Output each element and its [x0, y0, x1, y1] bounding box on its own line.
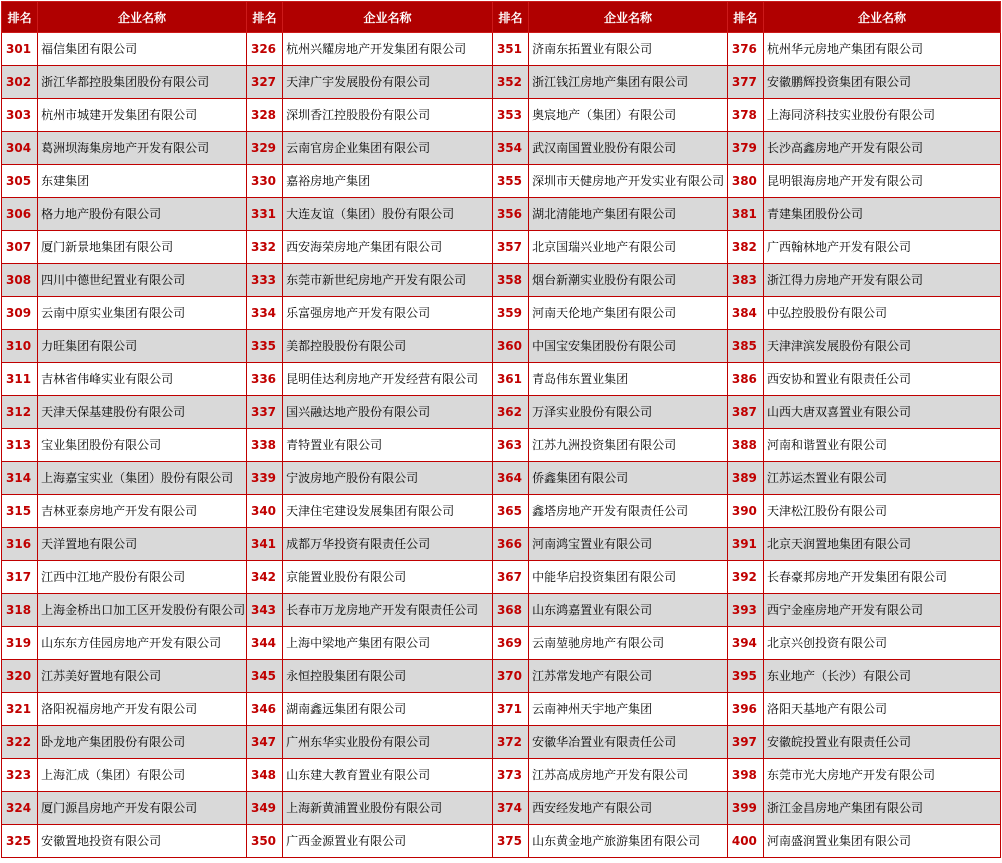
company-name-cell: 东业地产（长沙）有限公司	[764, 660, 1001, 693]
rank-cell: 335	[246, 330, 282, 363]
rank-cell: 357	[492, 231, 528, 264]
table-row	[2, 627, 1001, 660]
table-body	[2, 33, 1001, 858]
company-name-cell: 河南和谐置业有限公司	[764, 429, 1001, 462]
rank-cell: 384	[727, 297, 763, 330]
company-name-cell: 江苏运杰置业有限公司	[764, 462, 1001, 495]
company-name-cell: 西安协和置业有限责任公司	[764, 363, 1001, 396]
table-row	[2, 792, 1001, 825]
table-row	[2, 495, 1001, 528]
company-name-cell: 江西中江地产股份有限公司	[38, 561, 247, 594]
company-name-cell: 力旺集团有限公司	[38, 330, 247, 363]
rank-cell: 390	[727, 495, 763, 528]
company-name-cell: 广州东华实业股份有限公司	[283, 726, 493, 759]
company-name-cell: 山东黄金地产旅游集团有限公司	[529, 825, 728, 858]
rank-cell: 319	[2, 627, 38, 660]
company-name-cell: 乐富强房地产开发有限公司	[283, 297, 493, 330]
rank-cell: 349	[246, 792, 282, 825]
rank-cell: 307	[2, 231, 38, 264]
table-row	[2, 264, 1001, 297]
company-name-cell: 山东鸿嘉置业有限公司	[529, 594, 728, 627]
rank-cell: 393	[727, 594, 763, 627]
company-name-cell: 广西金源置业有限公司	[283, 825, 493, 858]
table-row	[2, 198, 1001, 231]
rank-cell: 356	[492, 198, 528, 231]
rank-cell: 333	[246, 264, 282, 297]
header-row	[2, 2, 1001, 33]
company-name-cell: 东莞市光大房地产开发有限公司	[764, 759, 1001, 792]
header-rank: 排名	[727, 2, 763, 33]
company-name-cell: 奥宸地产（集团）有限公司	[529, 99, 728, 132]
header-company-name: 企业名称	[764, 2, 1001, 33]
header-rank: 排名	[246, 2, 282, 33]
table-row	[2, 330, 1001, 363]
rank-cell: 378	[727, 99, 763, 132]
table-row	[2, 297, 1001, 330]
rank-cell: 331	[246, 198, 282, 231]
rank-cell: 334	[246, 297, 282, 330]
table-row	[2, 396, 1001, 429]
company-name-cell: 昆明佳达利房地产开发经营有限公司	[283, 363, 493, 396]
rank-cell: 354	[492, 132, 528, 165]
rank-cell: 387	[727, 396, 763, 429]
company-name-cell: 中弘控股股份有限公司	[764, 297, 1001, 330]
company-name-cell: 烟台新潮实业股份有限公司	[529, 264, 728, 297]
rank-cell: 305	[2, 165, 38, 198]
rank-cell: 377	[727, 66, 763, 99]
company-name-cell: 厦门新景地集团有限公司	[38, 231, 247, 264]
header-company-name: 企业名称	[38, 2, 247, 33]
rank-cell: 328	[246, 99, 282, 132]
table-row	[2, 693, 1001, 726]
rank-cell: 322	[2, 726, 38, 759]
rank-cell: 327	[246, 66, 282, 99]
table-row	[2, 165, 1001, 198]
rank-cell: 389	[727, 462, 763, 495]
company-name-cell: 嘉裕房地产集团	[283, 165, 493, 198]
rank-cell: 317	[2, 561, 38, 594]
rank-cell: 379	[727, 132, 763, 165]
company-name-cell: 青特置业有限公司	[283, 429, 493, 462]
company-name-cell: 宁波房地产股份有限公司	[283, 462, 493, 495]
company-name-cell: 江苏九洲投资集团有限公司	[529, 429, 728, 462]
rank-cell: 339	[246, 462, 282, 495]
rank-cell: 376	[727, 33, 763, 66]
company-name-cell: 东莞市新世纪房地产开发有限公司	[283, 264, 493, 297]
company-name-cell: 洛阳祝福房地产开发有限公司	[38, 693, 247, 726]
company-name-cell: 上海嘉宝实业（集团）股份有限公司	[38, 462, 247, 495]
company-name-cell: 京能置业股份有限公司	[283, 561, 493, 594]
rank-cell: 375	[492, 825, 528, 858]
rank-cell: 301	[2, 33, 38, 66]
rank-cell: 344	[246, 627, 282, 660]
company-name-cell: 青建集团股份公司	[764, 198, 1001, 231]
table-row	[2, 726, 1001, 759]
company-name-cell: 武汉南国置业股份有限公司	[529, 132, 728, 165]
rank-cell: 352	[492, 66, 528, 99]
company-name-cell: 鑫塔房地产开发有限责任公司	[529, 495, 728, 528]
company-name-cell: 西安海荣房地产集团有限公司	[283, 231, 493, 264]
rank-cell: 323	[2, 759, 38, 792]
rank-cell: 374	[492, 792, 528, 825]
company-name-cell: 杭州华元房地产集团有限公司	[764, 33, 1001, 66]
company-name-cell: 福信集团有限公司	[38, 33, 247, 66]
rank-cell: 385	[727, 330, 763, 363]
company-name-cell: 成都万华投资有限责任公司	[283, 528, 493, 561]
rank-cell: 320	[2, 660, 38, 693]
rank-cell: 364	[492, 462, 528, 495]
rank-cell: 314	[2, 462, 38, 495]
rank-cell: 396	[727, 693, 763, 726]
company-name-cell: 吉林亚泰房地产开发有限公司	[38, 495, 247, 528]
rank-cell: 324	[2, 792, 38, 825]
company-name-cell: 昆明银海房地产开发有限公司	[764, 165, 1001, 198]
rank-cell: 309	[2, 297, 38, 330]
table-row	[2, 528, 1001, 561]
rank-cell: 369	[492, 627, 528, 660]
company-name-cell: 北京兴创投资有限公司	[764, 627, 1001, 660]
company-name-cell: 河南鸿宝置业有限公司	[529, 528, 728, 561]
table-row	[2, 33, 1001, 66]
rank-cell: 394	[727, 627, 763, 660]
company-name-cell: 安徽置地投资有限公司	[38, 825, 247, 858]
company-name-cell: 深圳市天健房地产开发实业有限公司	[529, 165, 728, 198]
company-name-cell: 长春市万龙房地产开发有限责任公司	[283, 594, 493, 627]
company-name-cell: 江苏高成房地产开发有限公司	[529, 759, 728, 792]
company-name-cell: 河南天伦地产集团有限公司	[529, 297, 728, 330]
company-name-cell: 美都控股股份有限公司	[283, 330, 493, 363]
rank-cell: 308	[2, 264, 38, 297]
table-row	[2, 132, 1001, 165]
company-name-cell: 安徽鹏辉投资集团有限公司	[764, 66, 1001, 99]
rank-cell: 351	[492, 33, 528, 66]
rank-cell: 303	[2, 99, 38, 132]
rank-cell: 341	[246, 528, 282, 561]
company-name-cell: 厦门源昌房地产开发有限公司	[38, 792, 247, 825]
company-name-cell: 长春豪邦房地产开发集团有限公司	[764, 561, 1001, 594]
company-name-cell: 侨鑫集团有限公司	[529, 462, 728, 495]
company-name-cell: 山西大唐双喜置业有限公司	[764, 396, 1001, 429]
company-name-cell: 天津广宇发展股份有限公司	[283, 66, 493, 99]
rank-cell: 353	[492, 99, 528, 132]
company-name-cell: 中国宝安集团股份有限公司	[529, 330, 728, 363]
rank-cell: 366	[492, 528, 528, 561]
rank-cell: 350	[246, 825, 282, 858]
table-row	[2, 561, 1001, 594]
company-name-cell: 山东建大教育置业有限公司	[283, 759, 493, 792]
company-name-cell: 湖北清能地产集团有限公司	[529, 198, 728, 231]
company-name-cell: 天津天保基建股份有限公司	[38, 396, 247, 429]
rank-cell: 304	[2, 132, 38, 165]
company-name-cell: 湖南鑫远集团有限公司	[283, 693, 493, 726]
company-name-cell: 云南中原实业集团有限公司	[38, 297, 247, 330]
rank-cell: 367	[492, 561, 528, 594]
table-row	[2, 99, 1001, 132]
header-company-name: 企业名称	[529, 2, 728, 33]
company-name-cell: 浙江钱江房地产集团有限公司	[529, 66, 728, 99]
company-name-cell: 葛洲坝海集房地产开发有限公司	[38, 132, 247, 165]
table-row	[2, 462, 1001, 495]
company-name-cell: 大连友谊（集团）股份有限公司	[283, 198, 493, 231]
rank-cell: 391	[727, 528, 763, 561]
company-name-cell: 四川中德世纪置业有限公司	[38, 264, 247, 297]
rank-cell: 321	[2, 693, 38, 726]
table-row	[2, 363, 1001, 396]
rank-cell: 368	[492, 594, 528, 627]
rank-cell: 325	[2, 825, 38, 858]
ranking-table	[1, 1, 1001, 858]
rank-cell: 380	[727, 165, 763, 198]
company-name-cell: 安徽皖投置业有限责任公司	[764, 726, 1001, 759]
company-name-cell: 上海汇成（集团）有限公司	[38, 759, 247, 792]
company-name-cell: 国兴融达地产股份有限公司	[283, 396, 493, 429]
table-row	[2, 594, 1001, 627]
rank-cell: 359	[492, 297, 528, 330]
rank-cell: 392	[727, 561, 763, 594]
company-name-cell: 江苏美好置地有限公司	[38, 660, 247, 693]
company-name-cell: 格力地产股份有限公司	[38, 198, 247, 231]
company-name-cell: 天津松江股份有限公司	[764, 495, 1001, 528]
company-name-cell: 西安经发地产有限公司	[529, 792, 728, 825]
company-name-cell: 山东东方佳园房地产开发有限公司	[38, 627, 247, 660]
company-name-cell: 济南东拓置业有限公司	[529, 33, 728, 66]
company-name-cell: 吉林省伟峰实业有限公司	[38, 363, 247, 396]
rank-cell: 371	[492, 693, 528, 726]
rank-cell: 346	[246, 693, 282, 726]
company-name-cell: 深圳香江控股股份有限公司	[283, 99, 493, 132]
company-name-cell: 安徽华冶置业有限责任公司	[529, 726, 728, 759]
company-name-cell: 东建集团	[38, 165, 247, 198]
company-name-cell: 永恒控股集团有限公司	[283, 660, 493, 693]
table-row	[2, 660, 1001, 693]
rank-cell: 348	[246, 759, 282, 792]
company-name-cell: 天津津滨发展股份有限公司	[764, 330, 1001, 363]
company-name-cell: 云南官房企业集团有限公司	[283, 132, 493, 165]
rank-cell: 381	[727, 198, 763, 231]
table-row	[2, 825, 1001, 858]
header-rank: 排名	[2, 2, 38, 33]
rank-cell: 395	[727, 660, 763, 693]
rank-cell: 362	[492, 396, 528, 429]
rank-cell: 397	[727, 726, 763, 759]
rank-cell: 373	[492, 759, 528, 792]
rank-cell: 383	[727, 264, 763, 297]
table-row	[2, 231, 1001, 264]
header-rank: 排名	[492, 2, 528, 33]
rank-cell: 382	[727, 231, 763, 264]
company-name-cell: 云南堃驰房地产有限公司	[529, 627, 728, 660]
rank-cell: 336	[246, 363, 282, 396]
rank-cell: 372	[492, 726, 528, 759]
rank-cell: 342	[246, 561, 282, 594]
company-name-cell: 青岛伟东置业集团	[529, 363, 728, 396]
rank-cell: 399	[727, 792, 763, 825]
company-name-cell: 云南神州天宇地产集团	[529, 693, 728, 726]
company-name-cell: 天津住宅建设发展集团有限公司	[283, 495, 493, 528]
company-name-cell: 中能华启投资集团有限公司	[529, 561, 728, 594]
rank-cell: 329	[246, 132, 282, 165]
company-name-cell: 杭州兴耀房地产开发集团有限公司	[283, 33, 493, 66]
rank-cell: 337	[246, 396, 282, 429]
rank-cell: 343	[246, 594, 282, 627]
rank-cell: 310	[2, 330, 38, 363]
rank-cell: 338	[246, 429, 282, 462]
company-name-cell: 北京天润置地集团有限公司	[764, 528, 1001, 561]
rank-cell: 330	[246, 165, 282, 198]
rank-cell: 306	[2, 198, 38, 231]
rank-cell: 313	[2, 429, 38, 462]
rank-cell: 347	[246, 726, 282, 759]
rank-cell: 386	[727, 363, 763, 396]
table-row	[2, 429, 1001, 462]
company-name-cell: 洛阳天基地产有限公司	[764, 693, 1001, 726]
company-name-cell: 西宁金座房地产开发有限公司	[764, 594, 1001, 627]
rank-cell: 388	[727, 429, 763, 462]
rank-cell: 326	[246, 33, 282, 66]
company-name-cell: 浙江华都控股集团股份有限公司	[38, 66, 247, 99]
rank-cell: 318	[2, 594, 38, 627]
company-name-cell: 杭州市城建开发集团有限公司	[38, 99, 247, 132]
company-name-cell: 上海新黄浦置业股份有限公司	[283, 792, 493, 825]
company-name-cell: 万泽实业股份有限公司	[529, 396, 728, 429]
company-name-cell: 浙江金昌房地产集团有限公司	[764, 792, 1001, 825]
rank-cell: 345	[246, 660, 282, 693]
rank-cell: 316	[2, 528, 38, 561]
company-name-cell: 上海金桥出口加工区开发股份有限公司	[38, 594, 247, 627]
rank-cell: 332	[246, 231, 282, 264]
company-name-cell: 天洋置地有限公司	[38, 528, 247, 561]
company-name-cell: 宝业集团股份有限公司	[38, 429, 247, 462]
company-name-cell: 卧龙地产集团股份有限公司	[38, 726, 247, 759]
rank-cell: 361	[492, 363, 528, 396]
rank-cell: 365	[492, 495, 528, 528]
rank-cell: 370	[492, 660, 528, 693]
rank-cell: 311	[2, 363, 38, 396]
company-name-cell: 浙江得力房地产开发有限公司	[764, 264, 1001, 297]
rank-cell: 340	[246, 495, 282, 528]
company-name-cell: 广西翰林地产开发有限公司	[764, 231, 1001, 264]
rank-cell: 360	[492, 330, 528, 363]
company-name-cell: 北京国瑞兴业地产有限公司	[529, 231, 728, 264]
rank-cell: 355	[492, 165, 528, 198]
company-name-cell: 上海同济科技实业股份有限公司	[764, 99, 1001, 132]
header-company-name: 企业名称	[283, 2, 493, 33]
company-name-cell: 上海中梁地产集团有限公司	[283, 627, 493, 660]
rank-cell: 302	[2, 66, 38, 99]
rank-cell: 358	[492, 264, 528, 297]
table-row	[2, 66, 1001, 99]
rank-cell: 312	[2, 396, 38, 429]
company-name-cell: 长沙高鑫房地产开发有限公司	[764, 132, 1001, 165]
table-row	[2, 759, 1001, 792]
company-name-cell: 河南盛润置业集团有限公司	[764, 825, 1001, 858]
rank-cell: 400	[727, 825, 763, 858]
rank-cell: 315	[2, 495, 38, 528]
company-name-cell: 江苏常发地产有限公司	[529, 660, 728, 693]
rank-cell: 398	[727, 759, 763, 792]
rank-cell: 363	[492, 429, 528, 462]
